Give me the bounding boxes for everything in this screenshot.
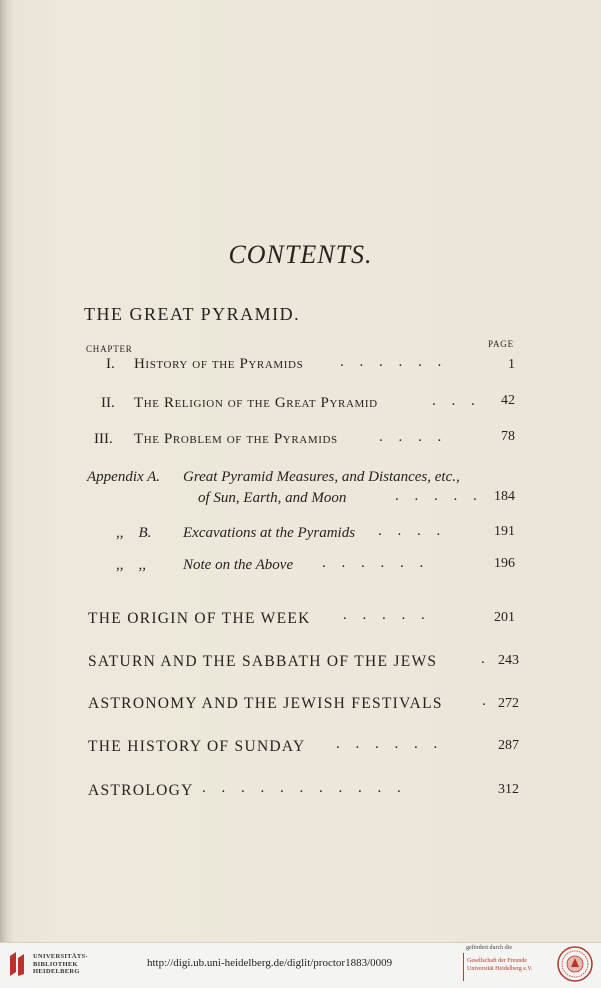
page-number: 196 [494, 556, 515, 571]
chapter-title: The Religion of the Great Pyramid [134, 395, 378, 411]
entry-title: ASTRONOMY AND THE JEWISH FESTIVALS [88, 695, 443, 712]
chapter-title: History of the Pyramids [134, 356, 304, 372]
chapter-title: The Problem of the Pyramids [134, 431, 338, 447]
leader-dots: . [482, 693, 492, 709]
leader-dots: . . . . [378, 523, 447, 539]
sponsor-line: Gesellschaft der Freunde [467, 958, 527, 964]
leader-dots: . . . [432, 393, 481, 409]
page-number: 78 [501, 429, 515, 444]
appendix-label: ,, B. [116, 525, 152, 541]
page-number: 243 [498, 653, 519, 668]
leader-dots: . . . . . . . . . . . [202, 780, 407, 796]
chapter-number: I. [106, 356, 115, 372]
leader-dots: . . . . . . [340, 354, 448, 370]
entry-title: THE ORIGIN OF THE WEEK [88, 610, 311, 627]
entry-title: THE HISTORY OF SUNDAY [88, 738, 306, 755]
leader-dots: . . . . . . [336, 736, 444, 752]
sponsor-divider [463, 953, 464, 981]
sponsor-name [467, 957, 532, 973]
appendix-title: Excavations at the Pyramids [183, 525, 356, 541]
library-logo-text [33, 953, 88, 976]
page-number: 201 [494, 610, 515, 625]
sponsor-line: Universität Heidelberg e.V. [467, 966, 533, 972]
appendix-title: Note on the Above [183, 557, 294, 573]
chapter-column-label: CHAPTER [86, 344, 133, 354]
university-seal-icon [557, 946, 593, 982]
university-logo-icon [8, 950, 28, 978]
sponsor-label: gefördert durch die [466, 945, 512, 951]
leader-dots: . . . . . [395, 488, 483, 504]
chapter-number: III. [94, 431, 113, 447]
leader-dots: . [481, 651, 491, 667]
page-number: 184 [494, 489, 515, 504]
appendix-label: Appendix A. [87, 469, 161, 485]
entry-title: SATURN AND THE SABBATH OF THE JEWS [88, 653, 438, 670]
page-column-label: PAGE [488, 339, 514, 349]
permalink-url[interactable]: http://digi.ub.uni-heidelberg.de/diglit/proctor1883/0009 [147, 957, 393, 969]
page-number: 42 [501, 393, 515, 408]
appendix-title: Great Pyramid Measures, and Distances, etc., [183, 469, 460, 485]
leader-dots: . . . . . [343, 607, 431, 623]
appendix-title-continued: of Sun, Earth, and Moon [198, 490, 347, 506]
page-number: 287 [498, 738, 519, 753]
page-number: 272 [498, 696, 519, 711]
appendix-label: ,, ,, [116, 557, 146, 573]
leader-dots: . . . . . . [322, 555, 430, 571]
page-number: 312 [498, 782, 519, 797]
page-title: CONTENTS. [228, 240, 373, 269]
section-heading: THE GREAT PYRAMID. [84, 304, 301, 324]
entry-title: ASTROLOGY [88, 782, 194, 799]
page-number: 1 [508, 357, 515, 372]
logo-line: UNIVERSITÄTS- [33, 953, 88, 960]
chapter-number: II. [101, 395, 115, 411]
leader-dots: . . . . [379, 429, 448, 445]
page-number: 191 [494, 524, 515, 539]
logo-line: HEIDELBERG [33, 968, 80, 975]
logo-line: BIBLIOTHEK [33, 960, 78, 968]
